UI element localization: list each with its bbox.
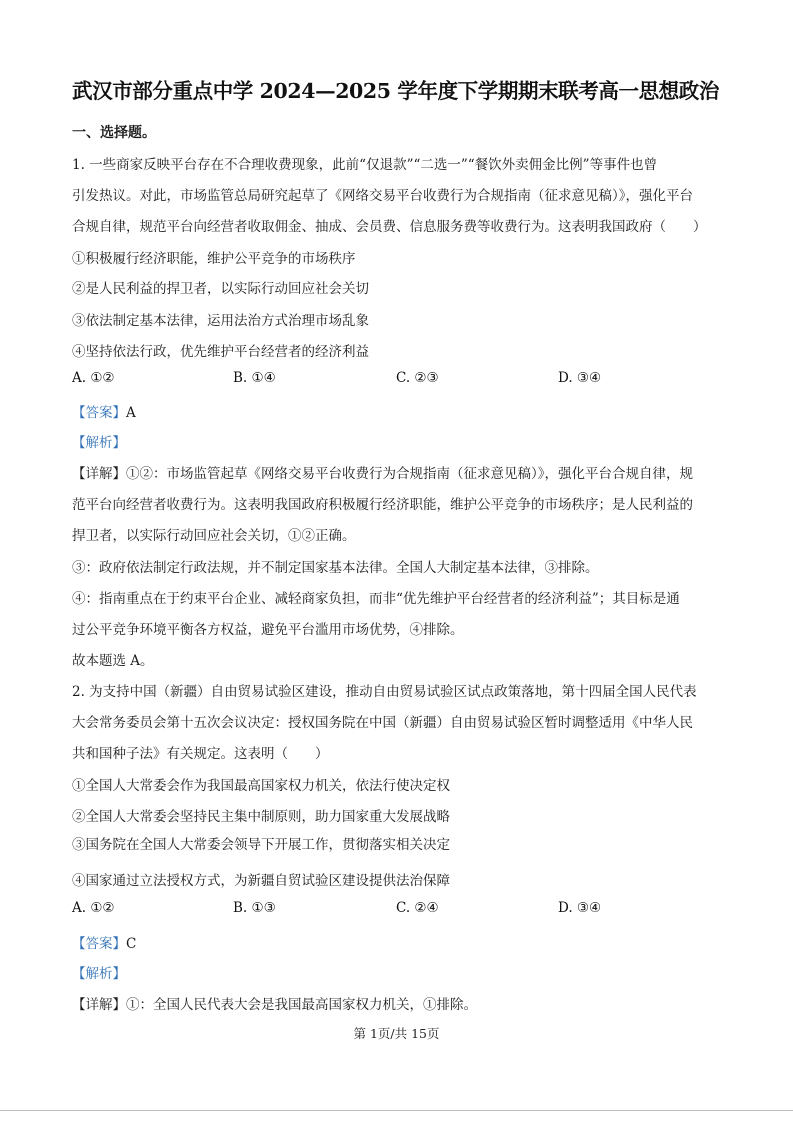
q2-stem-line-3: 共和国种子法》有关规定。这表明（ ） xyxy=(72,746,329,762)
q1-stem-line-1: 1. 一些商家反映平台存在不合理收费现象，此前“仅退款”“二选一”“餐饮外卖佣金比例”等事件也曾 xyxy=(72,157,658,173)
q1-analysis-line xyxy=(72,431,126,451)
detail-tag: 【详解】 xyxy=(72,997,126,1013)
q1-option-d: D. ③④ xyxy=(558,370,602,386)
q2-stem-line-2: 大会常务委员会第十五次会议决定：授权国务院在中国（新疆）自由贸易试验区暂时调整适用《中华人民 xyxy=(72,715,693,731)
q1-statement-1: ①积极履行经济职能，维护公平竞争的市场秩序 xyxy=(72,251,356,267)
q1-detail-line-5: ④：指南重点在于约束平台企业、减轻商家负担，而非“优先维护平台经营者的经济利益”；其目标是通 xyxy=(72,591,680,607)
q2-answer: C xyxy=(126,936,137,952)
q2-option-a: A. ①② xyxy=(72,900,115,916)
q1-option-a: A. ①② xyxy=(72,370,115,386)
document-title: 武汉市部分重点中学 2024—2025 学年度下学期期末联考高一思想政治 xyxy=(72,79,719,103)
q2-option-b: B. ①③ xyxy=(233,900,276,916)
q1-answer-line xyxy=(72,401,136,421)
q2-option-c: C. ②④ xyxy=(396,900,439,916)
page-footer: 第 1页/共 15页 xyxy=(353,1026,440,1041)
q2-detail-text-1: ①：全国人民代表大会是我国最高国家权力机关，①排除。 xyxy=(126,997,477,1013)
q2-statement-1: ①全国人大常委会作为我国最高国家权力机关，依法行使决定权 xyxy=(72,778,450,794)
q2-detail-line-1 xyxy=(72,993,477,1013)
answer-tag: 【答案】 xyxy=(72,936,126,952)
q1-option-c: C. ②③ xyxy=(396,370,439,386)
q2-statement-2: ②全国人大常委会坚持民主集中制原则，助力国家重大发展战略 xyxy=(72,809,450,825)
q1-detail-line-3: 捍卫者，以实际行动回应社会关切，①②正确。 xyxy=(72,528,356,544)
q2-stem-line-1: 2. 为支持中国（新疆）自由贸易试验区建设，推动自由贸易试验区试点政策落地，第十四届全国人民代表 xyxy=(72,684,697,700)
answer-tag: 【答案】 xyxy=(72,405,126,421)
q1-detail-line-4: ③：政府依法制定行政法规，并不制定国家基本法律。全国人大制定基本法律，③排除。 xyxy=(72,560,599,576)
q1-answer: A xyxy=(126,405,136,421)
q1-detail-line-1 xyxy=(72,462,693,482)
q2-statement-3: ③国务院在全国人大常委会领导下开展工作，贯彻落实相关决定 xyxy=(72,837,450,853)
q1-statement-2: ②是人民利益的捍卫者，以实际行动回应社会关切 xyxy=(72,281,369,297)
detail-tag: 【详解】 xyxy=(72,466,126,482)
q1-detail-line-7: 故本题选 A。 xyxy=(72,653,154,669)
q1-detail-text-1: ①②：市场监管起草《网络交易平台收费行为合规指南（征求意见稿）》，强化平台合规自律，规 xyxy=(126,466,693,482)
section-heading: 一、选择题。 xyxy=(72,125,156,141)
q2-answer-line xyxy=(72,932,136,952)
q1-stem-line-2: 引发热议。对此，市场监管总局研究起草了《网络交易平台收费行为合规指南（征求意见稿）》，强化平台 xyxy=(72,188,693,204)
q2-option-d: D. ③④ xyxy=(558,900,602,916)
bottom-divider xyxy=(0,1110,793,1111)
analysis-tag: 【解析】 xyxy=(72,966,126,982)
q1-statement-4: ④坚持依法行政，优先维护平台经营者的经济利益 xyxy=(72,344,369,360)
q1-stem-line-3: 合规自律，规范平台向经营者收取佣金、抽成、会员费、信息服务费等收费行为。这表明我国政府（ ） xyxy=(72,219,707,235)
q1-option-b: B. ①④ xyxy=(233,370,276,386)
analysis-tag: 【解析】 xyxy=(72,435,126,451)
q1-detail-line-6: 过公平竞争环境平衡各方权益，避免平台滥用市场优势，④排除。 xyxy=(72,622,464,638)
q2-analysis-line xyxy=(72,962,126,982)
q1-detail-line-2: 范平台向经营者收费行为。这表明我国政府积极履行经济职能，维护公平竞争的市场秩序；是人民利益的 xyxy=(72,497,693,513)
q2-statement-4: ④国家通过立法授权方式，为新疆自贸试验区建设提供法治保障 xyxy=(72,873,450,889)
q1-statement-3: ③依法制定基本法律，运用法治方式治理市场乱象 xyxy=(72,313,369,329)
